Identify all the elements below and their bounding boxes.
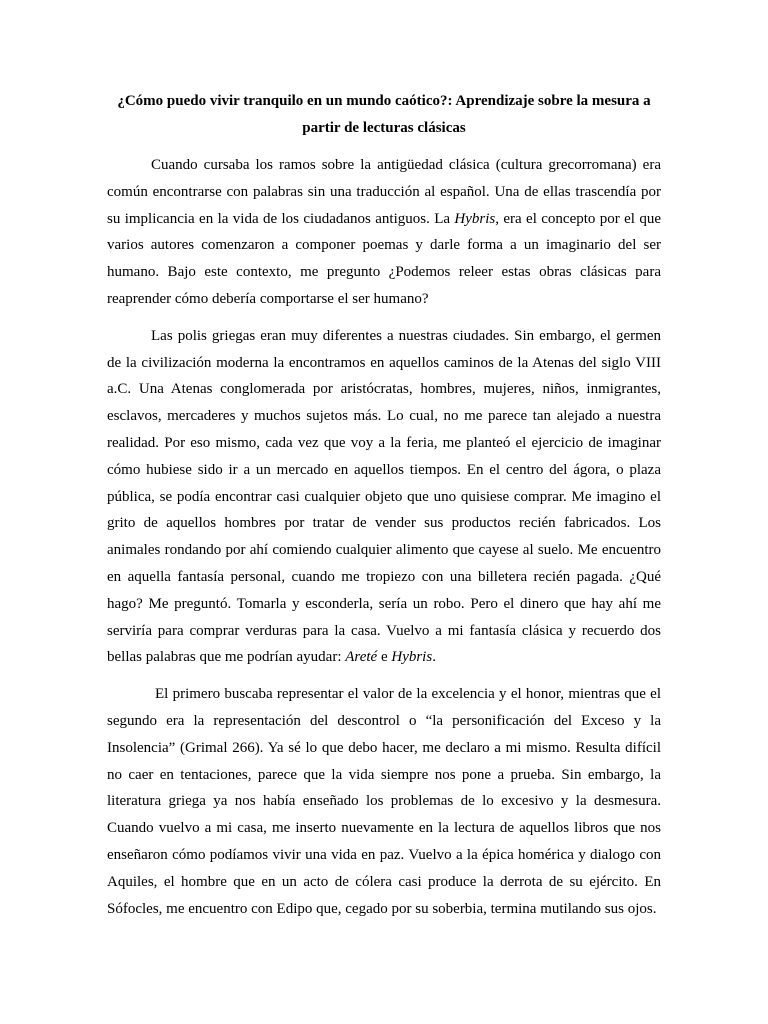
document-title: ¿Cómo puedo vivir tranquilo en un mundo caótico?: Aprendizaje sobre la mesura a partir de lecturas clásicas (117, 93, 651, 136)
paragraph-2-italic-term-1: Areté (345, 649, 378, 666)
paragraph-2 (107, 323, 661, 671)
paragraph-1-text-b: , era el concepto por el que varios autores comenzaron a componer poemas y darle forma a un imaginario del ser humano. Bajo este contexto, me pregunto ¿Podemos releer estas obras clásicas para reaprender cómo debería comportarse el ser humano? (107, 210, 661, 307)
paragraph-2-text-end: . (432, 649, 436, 666)
paragraph-2-text-a: Las polis griegas eran muy diferentes a nuestras ciudades. Sin embargo, el germen de la civilización moderna la encontramos en aquellos caminos de la Atenas del siglo VIII a.C. Una Atenas conglomerada por aristócratas, hombres, mujeres, niños, inmigrantes, esclavos, mercaderes y muchos sujetos más. Lo cual, no me parece tan alejado a nuestra realidad. Por eso mismo, cada vez que voy a la feria, me planteó el ejercicio de imaginar cómo hubiese sido ir a un mercado en aquellos tiempos. En el centro del ágora, o plaza pública, se podía encontrar casi cualquier objeto que uno quisiese comprar. Me imagino el grito de aquellos hombres por tratar de vender sus productos recién fabricados. Los animales rondando por ahí comiendo cualquier alimento que cayese al suelo. Me encuentro en aquella fantasía personal, cuando me tropiezo con una billetera recién pagada. ¿Qué hago? Me preguntó. Tomarla y esconderla, sería un robo. Pero el dinero que hay ahí me serviría para comprar verduras para la casa. Vuelvo a mi fantasía clásica y recuerdo dos bellas palabras que me podrían ayudar: (107, 327, 661, 666)
paragraph-2-italic-term-2: Hybris (391, 649, 433, 666)
document-page (107, 88, 661, 922)
paragraph-1-text-a: Cuando cursaba los ramos sobre la antigüedad clásica (cultura grecorromana) era común encontrarse con palabras sin una traducción al español. Una de ellas trascendía por su implicancia en la vida de los ciudadanos antiguos. La (107, 157, 661, 227)
paragraph-1 (107, 152, 661, 313)
paragraph-1-italic-term: Hybris (454, 210, 496, 227)
paragraph-3-text: El primero buscaba representar el valor de la excelencia y el honor, mientras que el segundo era la representación del descontrol o “la personificación del Exceso y la Insolencia” (Grimal 266). Ya sé lo que debo hacer, me declaro a mi mismo. Resulta difícil no caer en tentaciones, parece que la vida siempre nos pone a prueba. Sin embargo, la literatura griega ya nos había enseñado los problemas de lo excesivo y la desmesura. Cuando vuelvo a mi casa, me inserto nuevamente en la lectura de aquellos libros que nos enseñaron cómo podíamos vivir una vida en paz. Vuelvo a la épica homérica y dialogo con Aquiles, el hombre que en un acto de cólera casi produce la derrota de su ejército. En Sófocles, me encuentro con Edipo que, cegado por su soberbia, termina mutilando sus ojos. (107, 686, 661, 917)
paragraph-3 (107, 681, 661, 922)
paragraph-2-text-mid: e (377, 649, 392, 666)
